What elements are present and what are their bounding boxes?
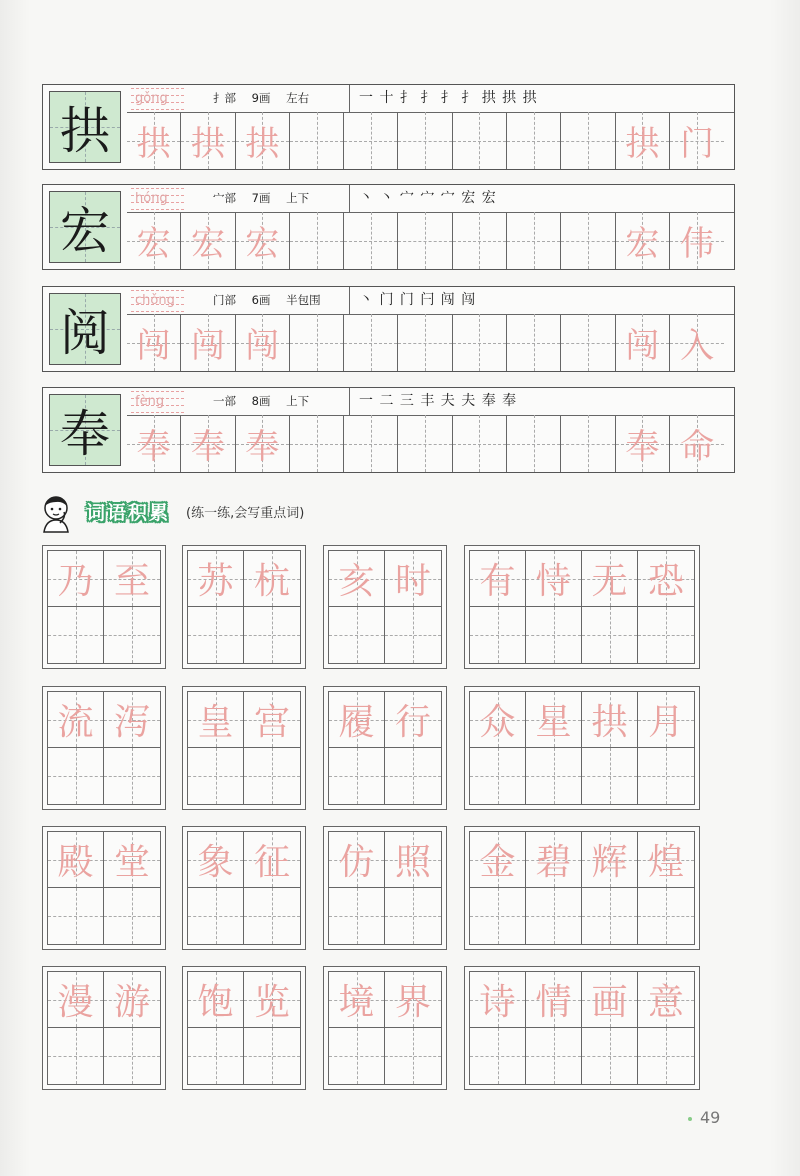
- character-meta: [213, 185, 353, 212]
- practice-cell[interactable]: [453, 314, 507, 371]
- word-cell[interactable]: [582, 692, 638, 748]
- trace-character: [344, 212, 397, 269]
- word-cell[interactable]: [48, 692, 104, 748]
- pinyin: gǒng: [135, 91, 168, 106]
- word-cell[interactable]: [48, 748, 104, 804]
- trace-character: [398, 415, 451, 472]
- word-cell[interactable]: [244, 692, 300, 748]
- radical: 一部: [213, 394, 236, 408]
- word-cell[interactable]: [582, 832, 638, 888]
- word-practice-box: [464, 545, 700, 669]
- word-trace-character: 象: [197, 842, 234, 883]
- practice-cell[interactable]: [561, 314, 615, 371]
- stroke-count: 6画: [251, 293, 271, 307]
- word-practice-box: [464, 686, 700, 810]
- practice-cell[interactable]: [670, 112, 724, 169]
- pinyin-box: [131, 188, 184, 210]
- word-cell[interactable]: [329, 748, 385, 804]
- word-trace-character: 恃: [535, 561, 572, 602]
- trace-character: [344, 415, 397, 472]
- stroke-count: 7画: [251, 191, 271, 205]
- trace-character: 宏: [136, 224, 171, 264]
- trace-character: [561, 314, 614, 371]
- word-cell[interactable]: [104, 888, 160, 944]
- word-practice-box: [42, 686, 166, 810]
- word-practice-box: [182, 966, 306, 1090]
- word-cell[interactable]: [470, 692, 526, 748]
- word-trace-character: 月: [647, 702, 684, 743]
- word-cell[interactable]: [470, 832, 526, 888]
- word-trace-character: 览: [253, 982, 290, 1023]
- word-cell[interactable]: [244, 551, 300, 607]
- practice-cell[interactable]: [181, 415, 235, 472]
- trace-character: [453, 314, 506, 371]
- word-cell[interactable]: [526, 972, 582, 1028]
- practice-cell[interactable]: [127, 314, 181, 371]
- word-cell[interactable]: [526, 832, 582, 888]
- word-trace-character: 履: [338, 702, 375, 743]
- word-cell[interactable]: [48, 888, 104, 944]
- pinyin: chǒng: [135, 293, 175, 308]
- trace-character: [507, 415, 560, 472]
- practice-cell[interactable]: [398, 112, 452, 169]
- trace-character: [290, 212, 343, 269]
- trace-character: 奉: [190, 427, 225, 467]
- word-cell[interactable]: [526, 748, 582, 804]
- trace-character: 宏: [625, 224, 660, 264]
- word-trace-character: 苏: [197, 561, 234, 602]
- word-trace-character: 碧: [535, 842, 572, 883]
- word-practice-box: [182, 686, 306, 810]
- word-trace-character: 至: [113, 561, 150, 602]
- word-cell[interactable]: [638, 832, 694, 888]
- word-cell[interactable]: [470, 888, 526, 944]
- word-trace-character: 堂: [113, 842, 150, 883]
- word-cell[interactable]: [329, 972, 385, 1028]
- word-cell[interactable]: [244, 607, 300, 663]
- practice-cell[interactable]: [127, 212, 181, 269]
- word-trace-character: 饱: [197, 982, 234, 1023]
- word-cell[interactable]: [638, 551, 694, 607]
- word-cell[interactable]: [104, 832, 160, 888]
- word-trace-character: 境: [338, 982, 375, 1023]
- word-cell[interactable]: [188, 972, 244, 1028]
- trace-character: [398, 212, 451, 269]
- character-meta: [213, 85, 353, 112]
- word-trace-character: 无: [591, 561, 628, 602]
- character-info-strip: [127, 85, 734, 113]
- practice-cell[interactable]: [236, 212, 290, 269]
- trace-character: [290, 112, 343, 169]
- trace-character: 宏: [245, 224, 280, 264]
- word-cell[interactable]: [48, 832, 104, 888]
- practice-cell[interactable]: [290, 415, 344, 472]
- word-trace-character: 照: [394, 842, 431, 883]
- trace-character: [561, 415, 614, 472]
- structure: 左右: [286, 91, 310, 105]
- character-meta: [213, 287, 353, 314]
- word-trace-character: 众: [479, 702, 516, 743]
- section-subtitle: (练一练,会写重点词): [186, 506, 305, 521]
- word-cell[interactable]: [638, 748, 694, 804]
- word-cell[interactable]: [48, 972, 104, 1028]
- word-trace-character: 流: [57, 702, 94, 743]
- word-cell[interactable]: [526, 607, 582, 663]
- trace-character: 拱: [625, 124, 660, 164]
- word-cell[interactable]: [104, 972, 160, 1028]
- word-cell[interactable]: [48, 1028, 104, 1084]
- character-info-strip: [127, 388, 734, 416]
- word-trace-character: 行: [394, 702, 431, 743]
- word-trace-character: 宫: [253, 702, 290, 743]
- page-dot-icon: [688, 1117, 692, 1121]
- character-info-strip: [127, 185, 734, 213]
- character-row: [42, 286, 735, 372]
- section-title: 词语积累: [86, 502, 171, 524]
- trace-character: 闯: [245, 326, 280, 366]
- word-cell[interactable]: [582, 1028, 638, 1084]
- word-cell[interactable]: [470, 1028, 526, 1084]
- word-cell[interactable]: [244, 1028, 300, 1084]
- word-cell[interactable]: [104, 748, 160, 804]
- trace-character: [398, 112, 451, 169]
- word-cell[interactable]: [385, 972, 441, 1028]
- practice-cell[interactable]: [398, 212, 452, 269]
- trace-character: [507, 212, 560, 269]
- main-character-box: [49, 394, 121, 466]
- word-cell[interactable]: [638, 1028, 694, 1084]
- trace-character: [561, 212, 614, 269]
- word-trace-character: 杭: [253, 561, 290, 602]
- trace-character: [290, 415, 343, 472]
- stroke-order: 丶 门 门 闩 闯 闯: [359, 292, 477, 308]
- word-trace-character: 画: [591, 982, 628, 1023]
- main-character: 拱: [60, 102, 110, 160]
- word-practice-box: [323, 826, 447, 950]
- practice-cell[interactable]: [507, 212, 561, 269]
- practice-cell[interactable]: [561, 112, 615, 169]
- trace-character: 宏: [190, 224, 225, 264]
- word-trace-character: 煌: [647, 842, 684, 883]
- word-trace-character: 皇: [197, 702, 234, 743]
- trace-character: 伟: [680, 224, 715, 264]
- word-trace-character: 情: [535, 982, 572, 1023]
- main-character-box: [49, 91, 121, 163]
- trace-character: [453, 415, 506, 472]
- word-cell[interactable]: [638, 972, 694, 1028]
- trace-character: 奉: [625, 427, 660, 467]
- character-info-strip: [127, 287, 734, 315]
- word-cell[interactable]: [188, 551, 244, 607]
- word-cell[interactable]: [385, 888, 441, 944]
- main-character: 阅: [60, 304, 110, 362]
- character-row: [42, 84, 735, 170]
- practice-cell[interactable]: [670, 212, 724, 269]
- word-cell[interactable]: [329, 1028, 385, 1084]
- word-practice-box: [42, 545, 166, 669]
- stroke-order: 丶 丶 宀 宀 宀 宏 宏: [359, 190, 497, 206]
- practice-cell[interactable]: [127, 415, 181, 472]
- word-cell[interactable]: [104, 1028, 160, 1084]
- stroke-order: 一 十 扌 扌 扌 扌 拱 拱 拱: [359, 90, 538, 106]
- word-cell[interactable]: [188, 832, 244, 888]
- practice-cell[interactable]: [561, 415, 615, 472]
- word-cell[interactable]: [104, 692, 160, 748]
- word-trace-character: 辉: [591, 842, 628, 883]
- word-cell[interactable]: [582, 888, 638, 944]
- trace-character: 入: [680, 326, 715, 366]
- practice-cell[interactable]: [507, 415, 561, 472]
- trace-character: [344, 112, 397, 169]
- character-row: [42, 387, 735, 473]
- practice-cells: [127, 212, 734, 269]
- word-cell[interactable]: [385, 607, 441, 663]
- radical: 扌部: [213, 91, 236, 105]
- practice-cell[interactable]: [236, 415, 290, 472]
- word-trace-character: 星: [535, 702, 572, 743]
- word-cell[interactable]: [329, 692, 385, 748]
- practice-cell[interactable]: [181, 112, 235, 169]
- word-trace-character: 金: [479, 842, 516, 883]
- practice-cell[interactable]: [453, 112, 507, 169]
- word-cell[interactable]: [188, 888, 244, 944]
- word-practice-box: [464, 826, 700, 950]
- practice-cell[interactable]: [398, 415, 452, 472]
- word-trace-character: 恐: [647, 561, 684, 602]
- word-cell[interactable]: [385, 1028, 441, 1084]
- structure: 半包围: [286, 293, 321, 307]
- practice-cell[interactable]: [507, 112, 561, 169]
- trace-character: 奉: [136, 427, 171, 467]
- word-practice-box: [323, 686, 447, 810]
- page-number: 49: [700, 1108, 721, 1127]
- word-trace-character: 殿: [57, 842, 94, 883]
- word-cell[interactable]: [188, 607, 244, 663]
- word-cell[interactable]: [329, 551, 385, 607]
- word-cell[interactable]: [526, 551, 582, 607]
- pinyin: fèng: [135, 394, 165, 409]
- trace-character: 拱: [136, 124, 171, 164]
- word-cell[interactable]: [385, 832, 441, 888]
- word-cell[interactable]: [582, 972, 638, 1028]
- section-header: [38, 493, 438, 533]
- word-trace-character: 意: [647, 982, 684, 1023]
- word-practice-box: [464, 966, 700, 1090]
- word-trace-character: 泻: [113, 702, 150, 743]
- word-trace-character: 诗: [479, 982, 516, 1023]
- word-trace-character: 时: [394, 561, 431, 602]
- word-cell[interactable]: [526, 692, 582, 748]
- word-cell[interactable]: [329, 607, 385, 663]
- word-cell[interactable]: [329, 888, 385, 944]
- structure: 上下: [286, 191, 310, 205]
- practice-cell[interactable]: [344, 314, 398, 371]
- word-cell[interactable]: [582, 551, 638, 607]
- character-meta: [213, 388, 353, 415]
- word-cell[interactable]: [188, 692, 244, 748]
- word-cell[interactable]: [582, 748, 638, 804]
- trace-character: 闯: [190, 326, 225, 366]
- trace-character: 拱: [190, 124, 225, 164]
- word-cell[interactable]: [638, 888, 694, 944]
- practice-cell[interactable]: [398, 314, 452, 371]
- practice-cell[interactable]: [670, 415, 724, 472]
- word-cell[interactable]: [526, 888, 582, 944]
- practice-cell[interactable]: [290, 314, 344, 371]
- practice-cell[interactable]: [507, 314, 561, 371]
- main-character-box: [49, 191, 121, 263]
- word-trace-character: 界: [394, 982, 431, 1023]
- practice-cell[interactable]: [670, 314, 724, 371]
- practice-cell[interactable]: [616, 415, 670, 472]
- trace-character: [453, 112, 506, 169]
- practice-cell[interactable]: [344, 415, 398, 472]
- thinking-kid-icon: [38, 493, 82, 533]
- word-cell[interactable]: [48, 607, 104, 663]
- trace-character: [398, 314, 451, 371]
- practice-cell[interactable]: [616, 112, 670, 169]
- practice-cell[interactable]: [181, 314, 235, 371]
- structure: 上下: [286, 394, 310, 408]
- practice-cell[interactable]: [181, 212, 235, 269]
- main-character-box: [49, 293, 121, 365]
- practice-cell[interactable]: [344, 112, 398, 169]
- main-character: 奉: [60, 405, 110, 463]
- radical: 宀部: [213, 191, 236, 205]
- practice-cells: [127, 415, 734, 472]
- practice-cell[interactable]: [616, 212, 670, 269]
- word-cell[interactable]: [104, 607, 160, 663]
- word-practice-box: [42, 966, 166, 1090]
- stroke-order: 一 二 三 丰 夫 夫 奉 奉: [359, 393, 518, 409]
- word-cell[interactable]: [470, 748, 526, 804]
- practice-cell[interactable]: [290, 112, 344, 169]
- word-cell[interactable]: [244, 972, 300, 1028]
- word-cell[interactable]: [638, 692, 694, 748]
- word-practice-box: [42, 826, 166, 950]
- word-cell[interactable]: [244, 888, 300, 944]
- practice-cells: [127, 314, 734, 371]
- word-cell[interactable]: [329, 832, 385, 888]
- stroke-count: 9画: [251, 91, 271, 105]
- word-cell[interactable]: [470, 607, 526, 663]
- word-cell[interactable]: [385, 692, 441, 748]
- main-character: 宏: [60, 202, 110, 260]
- trace-character: 拱: [245, 124, 280, 164]
- practice-cell[interactable]: [127, 112, 181, 169]
- word-cell[interactable]: [526, 1028, 582, 1084]
- trace-character: [453, 212, 506, 269]
- word-practice-box: [323, 545, 447, 669]
- word-cell[interactable]: [470, 972, 526, 1028]
- word-trace-character: 游: [113, 982, 150, 1023]
- pinyin-box: [131, 290, 184, 312]
- pinyin: hóng: [135, 191, 168, 206]
- word-trace-character: 有: [479, 561, 516, 602]
- word-cell[interactable]: [48, 551, 104, 607]
- practice-cell[interactable]: [290, 212, 344, 269]
- practice-cell[interactable]: [236, 314, 290, 371]
- word-cell[interactable]: [385, 748, 441, 804]
- pinyin-box: [131, 391, 184, 413]
- word-cell[interactable]: [188, 748, 244, 804]
- word-trace-character: 拱: [591, 702, 628, 743]
- trace-character: 闯: [136, 326, 171, 366]
- trace-character: 门: [680, 124, 715, 164]
- trace-character: [290, 314, 343, 371]
- practice-cell[interactable]: [236, 112, 290, 169]
- trace-character: [507, 112, 560, 169]
- word-trace-character: 亥: [338, 561, 375, 602]
- word-trace-character: 仿: [338, 842, 375, 883]
- character-row: [42, 184, 735, 270]
- word-cell[interactable]: [582, 607, 638, 663]
- word-cell[interactable]: [244, 748, 300, 804]
- word-trace-character: 征: [253, 842, 290, 883]
- word-practice-box: [182, 545, 306, 669]
- word-practice-box: [323, 966, 447, 1090]
- trace-character: 命: [680, 427, 715, 467]
- practice-cell[interactable]: [616, 314, 670, 371]
- practice-cell[interactable]: [453, 415, 507, 472]
- pinyin-box: [131, 88, 184, 110]
- radical: 门部: [213, 293, 236, 307]
- trace-character: 奉: [245, 427, 280, 467]
- practice-cell[interactable]: [561, 212, 615, 269]
- practice-cells: [127, 112, 734, 169]
- word-cell[interactable]: [385, 551, 441, 607]
- trace-character: 闯: [625, 326, 660, 366]
- trace-character: [561, 112, 614, 169]
- trace-character: [507, 314, 560, 371]
- practice-cell[interactable]: [344, 212, 398, 269]
- word-cell[interactable]: [104, 551, 160, 607]
- practice-cell[interactable]: [453, 212, 507, 269]
- word-trace-character: 乃: [57, 561, 94, 602]
- word-cell[interactable]: [188, 1028, 244, 1084]
- word-trace-character: 漫: [57, 982, 94, 1023]
- word-cell[interactable]: [244, 832, 300, 888]
- stroke-count: 8画: [251, 394, 271, 408]
- word-cell[interactable]: [638, 607, 694, 663]
- trace-character: [344, 314, 397, 371]
- word-practice-box: [182, 826, 306, 950]
- word-cell[interactable]: [470, 551, 526, 607]
